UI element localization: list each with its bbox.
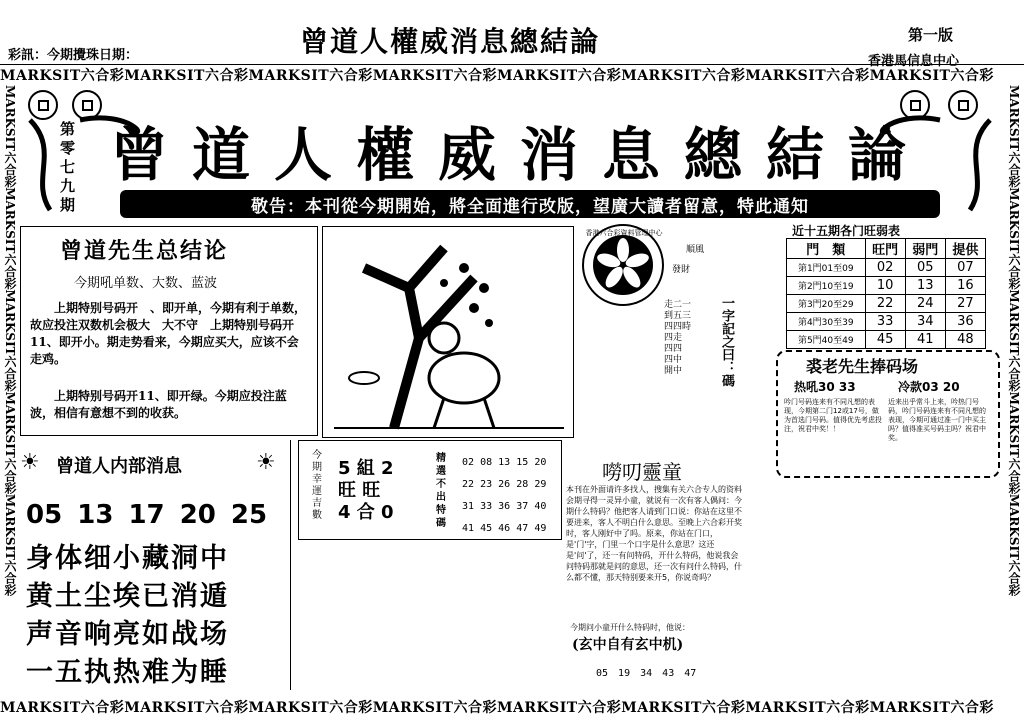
door-range: 40至49 [821,336,854,346]
summary-title: 曾道先生总结论 [60,238,229,264]
poem-line: 走二一 [664,300,692,310]
child-title: 嘮叨靈童 [602,460,682,484]
lucky-numbers [462,452,546,540]
lucky-number-row: 22 23 26 28 29 [462,479,547,490]
door-range: 30至39 [821,318,854,328]
stats-title: 近十五期各门旺弱表 [792,224,901,238]
stats-header: 弱門 [905,239,945,259]
poem-line: 四四時 [664,322,692,332]
issue-number: 第零七九期 [60,120,76,214]
lucky-grid [338,458,394,524]
poem-line: 四中 [664,355,683,365]
poem-title: 一字記之曰：碼 [719,296,734,387]
tree-dog-illustration [324,228,570,434]
old-text-2: 近来出乎常斗上来，吟热门号码，吟门号码连来有不同凡想的表现，今期可通过准一门中买主吗？值得准买号码主吗？祝君中奖。 [888,398,986,442]
summary-paragraph-1: 上期特别号码开 、即开单，今期有利于单数，故应投注双数机会极大 大不守 上期特别号码开11、即开小。期走势看来，今期应买大，应该不会走鸡。 [30,301,307,366]
child-answer: (玄中自有玄中机) [572,637,684,653]
tip-value: 27 [945,295,985,313]
masthead-title: 曾道人權威消息總結論 [110,121,931,189]
left-border-text: MARKSIT六合彩MARKSIT六合彩MARKSIT六合彩MARKSIT六合彩MARKSIT六合彩 [3,85,17,597]
stats-row [787,331,986,349]
lucky-row: 4 合 0 [338,502,394,523]
header-edition: 第一版 [908,26,954,44]
tip-value: 07 [945,259,985,277]
cold-value: 34 [905,313,945,331]
door-label: 第4門 [797,318,822,328]
tip-value: 16 [945,277,985,295]
stats-row [787,295,986,313]
sun-icon: ☀ [20,450,40,475]
hot-value: 10 [865,277,905,295]
emblem-ring-text: 香港六合彩資料管理中心 [585,229,663,237]
door-label: 第5門 [797,336,822,346]
stats-header: 提供 [945,239,985,259]
lucky-mid-label: 精選不出特碼 [436,453,446,529]
header-publisher: 香港馬信息中心 [868,54,960,69]
cold-value: 13 [905,277,945,295]
poem-line: 四走 [664,333,683,343]
header-title: 曾道人權威消息總結論 [300,25,601,58]
old-text-1: 吟门号码连来有不同凡想的表现，今期第二门12或17号，做为首选门号码。值得优先考虑投注，祝君中奖！！ [784,398,882,433]
top-border-text: MARKSIT六合彩MARKSIT六合彩MARKSIT六合彩MARKSIT六合彩MARKSIT六合彩MARKSIT六合彩MARKSIT六合彩MARKSIT六合彩 [0,68,994,84]
hot-value: 33 [865,313,905,331]
poem-line: 開中 [664,366,683,376]
inner-line: 一五执热难为睡 [26,657,229,688]
cold-value: 41 [905,331,945,349]
lucky-number-row: 02 08 13 15 20 [462,457,547,468]
header-draw-date: 彩訊：今期攪珠日期： [8,48,139,63]
stats-row [787,277,986,295]
poem-line: 四四 [664,344,683,354]
old-cold: 冷款03 20 [898,380,960,394]
child-ask: 今期问小童开什么特码时，他说： [570,623,690,632]
stats-table [786,238,986,349]
poem-lines [664,300,714,377]
emblem-label-2: 發財 [672,265,691,275]
inner-title: 曾道人内部消息 [56,456,182,477]
stats-header: 門 類 [787,239,866,259]
divider [290,440,291,690]
door-label: 第1門 [797,264,822,274]
inner-line: 黄土尘埃已消遁 [26,581,229,612]
bottom-border-text: MARKSIT六合彩MARKSIT六合彩MARKSIT六合彩MARKSIT六合彩MARKSIT六合彩MARKSIT六合彩MARKSIT六合彩MARKSIT六合彩 [0,700,994,716]
lucky-row: 5 組 2 [338,458,394,479]
summary-paragraph-2: 上期特别号码开11、即开绿。今期应投注蓝波，相信有意想不到的收获。 [30,389,287,420]
emblem-label-1: 順風 [686,245,705,255]
tip-value: 48 [945,331,985,349]
door-label: 第2門 [797,282,822,292]
lucky-row: 旺 旺 [338,480,381,501]
cold-value: 24 [905,295,945,313]
lucky-number-row: 41 45 46 47 49 [462,523,547,534]
lucky-label: 今期幸運吉數 [312,450,322,521]
inner-line: 声音响亮如战场 [26,619,229,650]
hot-value: 45 [865,331,905,349]
door-range: 10至19 [821,282,854,292]
hot-value: 02 [865,259,905,277]
inner-poem [26,540,229,692]
summary-subtitle: 今期吼单数、大数、蓝波 [74,276,218,291]
old-hot: 热吼30 33 [794,380,856,394]
stats-row [787,313,986,331]
child-text: 本刊在外面请许多找人，搜集有关六合专人的资料会期寻得一灵异小童，就说有一次有客人偶问：今期什么特码？他把客人请到门口说：你站在这里不要进来，客人不明白什么意思。至晚上六合彩开奖时，客人刚好中了吗。原来，你站在门口，是'门'字，门里一个口字是什么意思？这还是'问'了，还一有问特码，开什么特码，他说我会问特码那就是问的意思，还一次有问什么特码，什么都不懂，那天特别要来开5，你说奇吗？ [566,485,742,582]
poem-line: 到五三 [664,311,692,321]
stats-header: 旺門 [865,239,905,259]
stats-header-row [787,239,986,259]
inner-numbers: 05 13 17 20 25 [26,500,268,530]
notice-banner: 敬告：本刊從今期開始，將全面進行改版，望廣大讀者留意，特此通知 [120,190,940,218]
hot-value: 22 [865,295,905,313]
door-range: 20至29 [821,300,854,310]
lucky-number-row: 31 33 36 37 40 [462,501,547,512]
old-title: 裘老先生捧码场 [806,357,919,376]
tip-value: 36 [945,313,985,331]
divider [0,64,1024,65]
door-label: 第3門 [797,300,822,310]
stats-row [787,259,986,277]
door-range: 01至09 [821,264,854,274]
child-numbers: 05 19 34 43 47 [596,668,697,679]
inner-line: 身体细小藏洞中 [26,543,229,574]
cold-value: 05 [905,259,945,277]
right-border-text: MARKSIT六合彩MARKSIT六合彩MARKSIT六合彩MARKSIT六合彩MARKSIT六合彩 [1007,85,1021,597]
sun-icon: ☀ [256,450,276,475]
